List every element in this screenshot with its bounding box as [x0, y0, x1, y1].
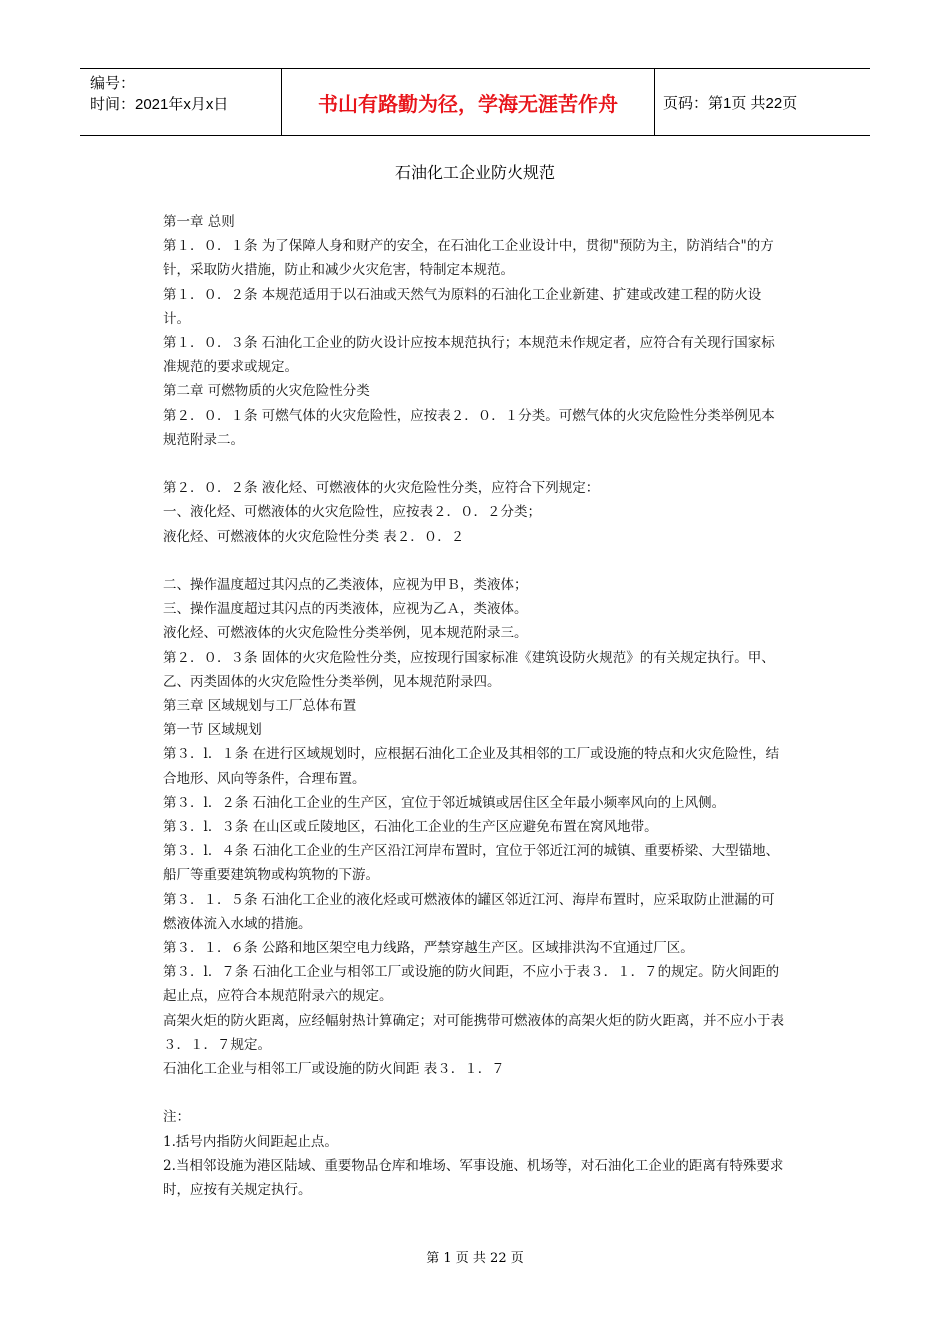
- body-paragraph: 第２．０．１条 可燃气体的火灾危险性，应按表２．０．１分类。可燃气体的火灾危险性分类举例见本规范附录二。: [163, 407, 775, 448]
- body-paragraph: 第一节 区域规划: [163, 722, 262, 739]
- document-body: [163, 210, 788, 1202]
- header-page-info: 页码：第1页 共22页: [663, 94, 798, 112]
- body-paragraph: 二、操作温度超过其闪点的乙类液体，应视为甲Ｂ，类液体；: [163, 577, 528, 594]
- body-paragraph: 液化烃、可燃液体的火灾危险性分类 表２．０．２: [163, 528, 465, 545]
- page-footer: 第 1 页 共 22 页: [426, 1251, 524, 1266]
- header-motto: 书山有路勤为径，学海无涯苦作舟: [318, 91, 618, 116]
- body-paragraph: 第三章 区域规划与工厂总体布置: [163, 698, 357, 715]
- body-paragraph: 液化烃、可燃液体的火灾危险性分类举例，见本规范附录三。: [163, 625, 528, 642]
- body-paragraph: 一、液化烃、可燃液体的火灾危险性，应按表２．０．２分类；: [163, 504, 541, 521]
- body-paragraph: 第３．l．２条 石油化工企业的生产区，宜位于邻近城镇或居住区全年最小频率风向的上风侧。: [163, 794, 726, 811]
- body-paragraph: 1.括号内指防火间距起止点。: [163, 1133, 338, 1150]
- body-paragraph: 三、操作温度超过其闪点的丙类液体，应视为乙Ａ，类液体。: [163, 601, 528, 618]
- header-page-cell: [655, 69, 870, 135]
- blank-line: [163, 549, 788, 573]
- body-paragraph: 高架火炬的防火距离，应经幅射热计算确定；对可能携带可燃液体的高架火炬的防火距离，并不应小于表３．１．７规定。: [163, 1012, 784, 1053]
- body-paragraph: 第２．０．３条 固体的火灾危险性分类，应按现行国家标准《建筑设防火规范》的有关规定执行。甲、乙、丙类固体的火灾危险性分类举例，见本规范附录四。: [163, 649, 775, 690]
- body-paragraph: 第３．１．６条 公路和地区架空电力线路，严禁穿越生产区。区域排洪沟不宜通过厂区。: [163, 940, 694, 957]
- body-paragraph: 第１．０．３条 石油化工企业的防火设计应按本规范执行；本规范未作规定者，应符合有关现行国家标准规范的要求或规定。: [163, 335, 775, 376]
- body-paragraph: 2.当相邻设施为港区陆域、重要物品仓库和堆场、军事设施、机场等，对石油化工企业的距离有特殊要求时，应按有关规定执行。: [163, 1157, 784, 1199]
- header-table: [80, 68, 870, 136]
- body-paragraph: 注：: [163, 1109, 190, 1126]
- body-paragraph: 石油化工企业与相邻工厂或设施的防火间距 表３．１．７: [163, 1061, 505, 1078]
- header-motto-cell: [281, 69, 655, 135]
- document-number-label: 编号：: [90, 75, 136, 92]
- body-paragraph: 第３．l．７条 石油化工企业与相邻工厂或设施的防火间距，不应小于表３．１．７的规定。防火间距的起止点，应符合本规范附录六的规定。: [163, 964, 780, 1005]
- body-paragraph: 第１．０．２条 本规范适用于以石油或天然气为原料的石油化工企业新建、扩建或改建工程的防火设计。: [163, 286, 762, 327]
- document-title: 石油化工企业防火规范: [394, 163, 555, 182]
- blank-line: [163, 452, 788, 476]
- body-paragraph: 第二章 可燃物质的火灾危险性分类: [163, 383, 370, 400]
- body-paragraph: 第１．０．１条 为了保障人身和财产的安全，在石油化工企业设计中，贯彻"预防为主，防消结合"的方针，采取防火措施，防止和减少火灾危害，特制定本规范。: [163, 238, 774, 279]
- header-meta-cell: [80, 69, 281, 135]
- body-paragraph: 第一章 总则: [163, 214, 235, 230]
- body-paragraph: 第３．l．３条 在山区或丘陵地区，石油化工企业的生产区应避免布置在窝风地带。: [163, 819, 658, 836]
- body-paragraph: 第２．０．２条 液化烃、可燃液体的火灾危险性分类，应符合下列规定：: [163, 480, 600, 497]
- body-paragraph: 第３．１．５条 石油化工企业的液化烃或可燃液体的罐区邻近江河、海岸布置时，应采取防止泄漏的可燃液体流入水域的措施。: [163, 891, 775, 932]
- document-time-label: 时间：2021年x月x日: [90, 96, 229, 113]
- body-paragraph: 第３．l．１条 在进行区域规划时，应根据石油化工企业及其相邻的工厂或设施的特点和火灾危险性，结合地形、风向等条件，合理布置。: [163, 746, 780, 787]
- blank-line: [163, 1081, 788, 1105]
- body-paragraph: 第３．l．４条 石油化工企业的生产区沿江河岸布置时，宜位于邻近江河的城镇、重要桥梁、大型锚地、船厂等重要建筑物或构筑物的下游。: [163, 843, 780, 884]
